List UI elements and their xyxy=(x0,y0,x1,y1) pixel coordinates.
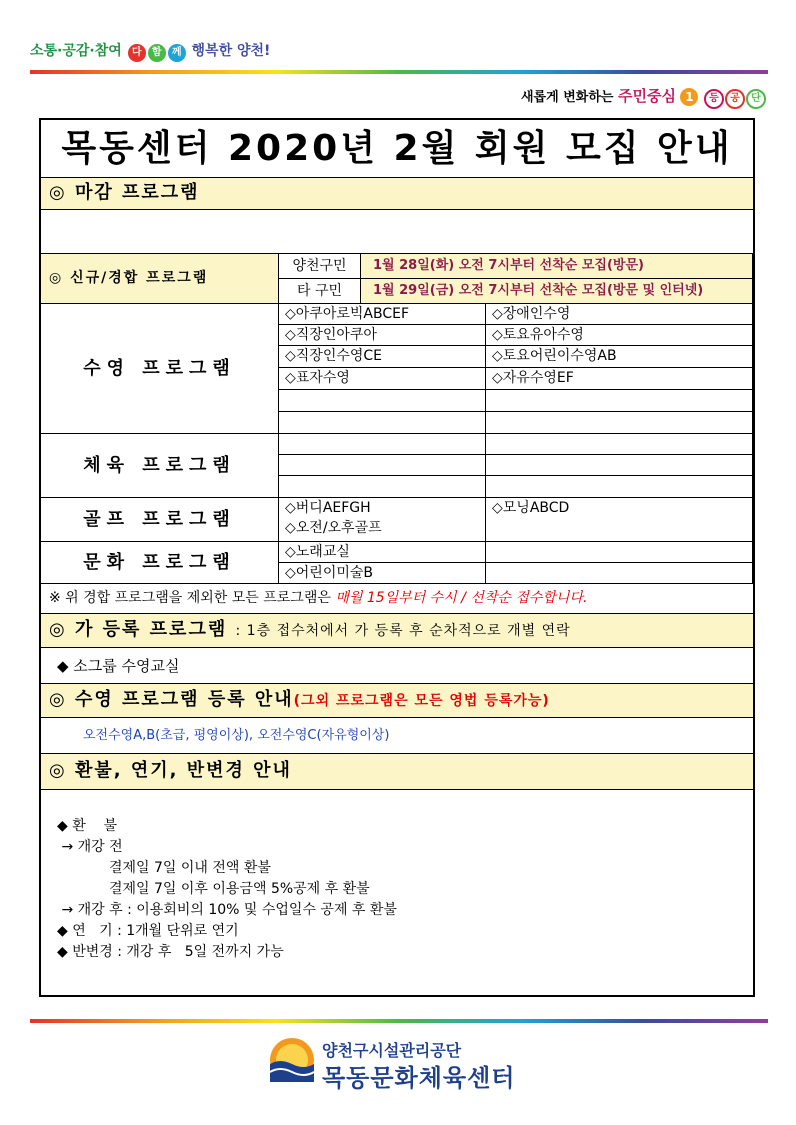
empty-cell xyxy=(486,455,753,476)
golf-item: ◇모닝ABCD xyxy=(486,498,753,542)
provisional-sub: : 1층 접수처에서 가 등록 후 순차적으로 개별 연락 xyxy=(235,623,571,639)
tagline-ring: 단 xyxy=(746,89,766,109)
swim-item: ◇직장인아쿠아 xyxy=(279,325,486,346)
sports-program-label: 체육 프로그램 xyxy=(41,434,279,498)
tagline-ring: 공 xyxy=(725,89,745,109)
swim-registration-title: ◎ 수영 프로그램 등록 안내 xyxy=(49,689,294,710)
closed-programs-body xyxy=(41,210,753,254)
empty-cell xyxy=(279,434,486,455)
general-note xyxy=(41,584,753,614)
refund-line: → 개강 후 : 이용회비의 10% 및 수업일수 공제 후 환불 xyxy=(57,902,397,918)
new-programs-header: ◎ 신규/경합 프로그램 xyxy=(41,254,279,304)
refund-body xyxy=(57,816,737,963)
swim-item: ◇자유수영EF xyxy=(486,368,753,390)
empty-cell xyxy=(486,542,753,563)
empty-cell xyxy=(279,476,486,498)
empty-cell xyxy=(486,476,753,498)
note-text: ※ 위 경합 프로그램을 제외한 모든 프로그램은 xyxy=(49,590,331,606)
center-name: 목동문화체육센터 xyxy=(322,1064,516,1092)
resident-label: 양천구민 xyxy=(279,254,361,279)
provisional-title: ◎ 가 등록 프로그램 xyxy=(49,619,228,640)
swim-program-label: 수영 프로그램 xyxy=(41,304,279,434)
swim-registration-text: 오전수영A,B(초급, 평영이상), 오전수영C(자유형이상) xyxy=(41,718,753,754)
resident-schedule: 1월 28일(화) 오전 7시부터 선착순 모집(방문) xyxy=(361,254,753,279)
refund-line: ◆ 환 불 xyxy=(57,818,118,834)
empty-cell xyxy=(279,412,486,434)
culture-item: ◇노래교실 xyxy=(279,542,486,563)
golf-program-label: 골프 프로그램 xyxy=(41,498,279,542)
refund-line: ◆ 연 기 : 1개월 단위로 연기 xyxy=(57,923,239,939)
top-rainbow-bar xyxy=(30,70,768,74)
empty-cell xyxy=(486,434,753,455)
golf-item: ◇버디AEFGH xyxy=(285,500,371,516)
organization-name: 양천구시설관리공단 xyxy=(322,1041,462,1060)
tagline xyxy=(521,85,766,109)
empty-cell xyxy=(279,455,486,476)
swim-item: ◇직장인수영CE xyxy=(279,346,486,368)
refund-line: → 개강 전 xyxy=(57,839,123,855)
tagline-main: 주민중심 xyxy=(617,87,676,105)
note-highlight: 매월 15일부터 수시 / 선착순 접수합니다. xyxy=(335,590,588,606)
bottom-rainbow-bar xyxy=(30,1019,768,1023)
swim-item: ◇토요유아수영 xyxy=(486,325,753,346)
page-title: 목동센터 2020년 2월 회원 모집 안내 xyxy=(41,120,753,178)
sun-wave-logo-icon xyxy=(268,1036,316,1088)
tagline-pre: 새롭게 변화하는 xyxy=(521,90,614,105)
refund-line: 결제일 7일 이후 이용금액 5%공제 후 환불 xyxy=(109,881,370,897)
refund-line: ◆ 반변경 : 개강 후 5일 전까지 가능 xyxy=(57,944,284,960)
closed-programs-header: ◎ 마감 프로그램 xyxy=(41,178,753,210)
golf-item: ◇오전/오후골프 xyxy=(285,520,382,536)
tagline-number: 1 xyxy=(680,88,698,106)
slogan-text: 소통·공감·참여 xyxy=(30,43,122,59)
provisional-header xyxy=(41,614,753,648)
swim-registration-note: (그외 프로그램은 모든 영법 등록가능) xyxy=(293,693,550,709)
empty-cell xyxy=(486,390,753,412)
nonresident-schedule: 1월 29일(금) 오전 7시부터 선착순 모집(방문 및 인터넷) xyxy=(361,279,753,304)
provisional-item: ◆ 소그룹 수영교실 xyxy=(41,648,753,684)
swim-item: ◇장애인수영 xyxy=(486,304,753,325)
refund-line: 결제일 7일 이내 전액 환불 xyxy=(109,860,271,876)
empty-cell xyxy=(486,563,753,584)
swim-item: ◇아쿠아로빅ABCEF xyxy=(279,304,486,325)
empty-cell xyxy=(486,412,753,434)
slogan-circle: 함 xyxy=(148,44,166,62)
slogan-circle: 께 xyxy=(168,44,186,62)
swim-registration-header xyxy=(41,684,753,718)
notice-frame xyxy=(39,118,755,997)
slogan xyxy=(30,40,270,62)
culture-program-label: 문화 프로그램 xyxy=(41,542,279,584)
swim-item: ◇토요어린이수영AB xyxy=(486,346,753,368)
golf-left-cell xyxy=(279,498,486,542)
slogan-circle: 다 xyxy=(128,44,146,62)
nonresident-label: 타 구민 xyxy=(279,279,361,304)
empty-cell xyxy=(279,390,486,412)
slogan-tail: 행복한 양천! xyxy=(191,43,271,59)
tagline-ring: 등 xyxy=(704,89,724,109)
culture-item: ◇어린이미술B xyxy=(279,563,486,584)
swim-item: ◇표자수영 xyxy=(279,368,486,390)
refund-header: ◎ 환불, 연기, 반변경 안내 xyxy=(41,754,753,790)
